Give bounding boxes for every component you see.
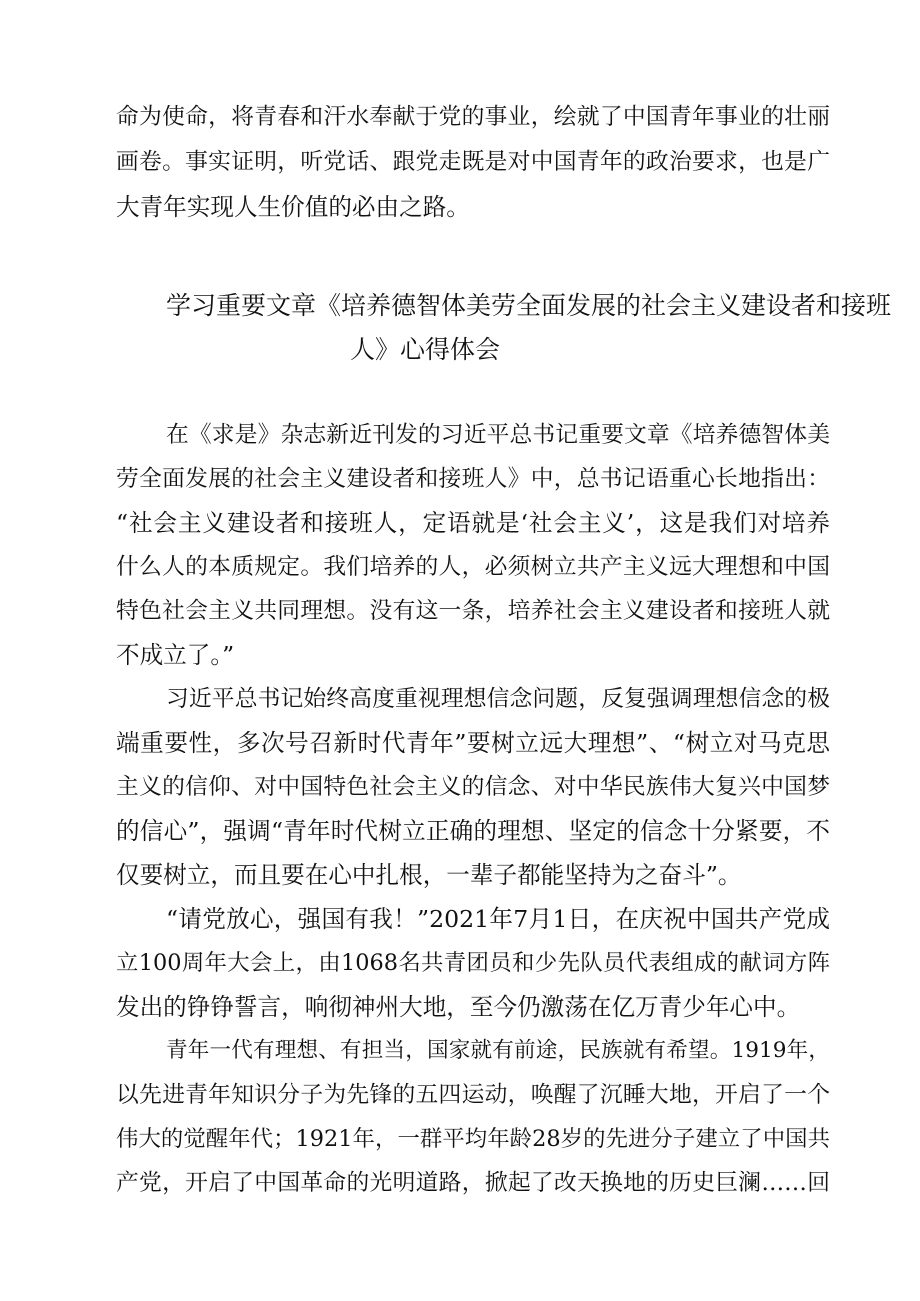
text-line: 习近平总书记始终高度重视理想信念问题，反复强调理想信念的极 xyxy=(166,686,830,712)
text-line: 劳全面发展的社会主义建设者和接班人》中，总书记语重心长地指出： xyxy=(116,466,830,492)
text-line: 什么人的本质规定。我们培养的人，必须树立共产主义远大理想和中国 xyxy=(116,554,830,580)
text-line: “社会主义建设者和接班人，定语就是‘社会主义’，这是我们对培养 xyxy=(116,509,830,537)
text-line: 命为使命，将青春和汗水奉献于党的事业，绘就了中国青年事业的壮丽 xyxy=(116,104,830,130)
text-line: 端重要性，多次号召新时代青年”要树立远大理想”、“树立对马克思 xyxy=(116,729,830,757)
title-line: 人》心得体会 xyxy=(350,335,501,364)
text-line: 产党，开启了中国革命的光明道路，掀起了改天换地的历史巨澜……回 xyxy=(116,1170,830,1196)
text-line: 大青年实现人生价值的必由之路。 xyxy=(116,193,470,221)
text-line: 伟大的觉醒年代；1921年，一群平均年龄28岁的先进分子建立了中国共 xyxy=(116,1126,830,1152)
text-line: 特色社会主义共同理想。没有这一条，培养社会主义建设者和接班人就 xyxy=(116,598,830,624)
text-line: 画卷。事实证明，听党话、跟党走既是对中国青年的政治要求，也是广 xyxy=(116,149,830,175)
title-line: 学习重要文章《培养德智体美劳全面发展的社会主义建设者和接班 xyxy=(166,291,892,320)
text-line: 的信心”，强调“青年时代树立正确的理想、坚定的信念十分紧要，不 xyxy=(116,817,830,845)
text-line: 主义的信仰、对中国特色社会主义的信念、对中华民族伟大复兴中国梦 xyxy=(116,774,830,800)
text-line: 立100周年大会上，由1068名共青团员和少先队员代表组成的献词方阵 xyxy=(116,950,830,976)
text-line: 不成立了。” xyxy=(116,641,235,669)
text-line: 青年一代有理想、有担当，国家就有前途，民族就有希望。1919年， xyxy=(166,1038,830,1063)
text-line: 在《求是》杂志新近刊发的习近平总书记重要文章《培养德智体美 xyxy=(166,422,830,448)
text-line: 以先进青年知识分子为先锋的五四运动，唤醒了沉睡大地，开启了一个 xyxy=(116,1082,830,1108)
text-line: 仅要树立，而且要在心中扎根，一辈子都能坚持为之奋斗”。 xyxy=(116,861,742,889)
text-line: 发出的铮铮誓言，响彻神州大地，至今仍激荡在亿万青少年心中。 xyxy=(116,993,801,1021)
text-line: “请党放心，强国有我！”2021年7月1日，在庆祝中国共产党成 xyxy=(166,905,830,933)
